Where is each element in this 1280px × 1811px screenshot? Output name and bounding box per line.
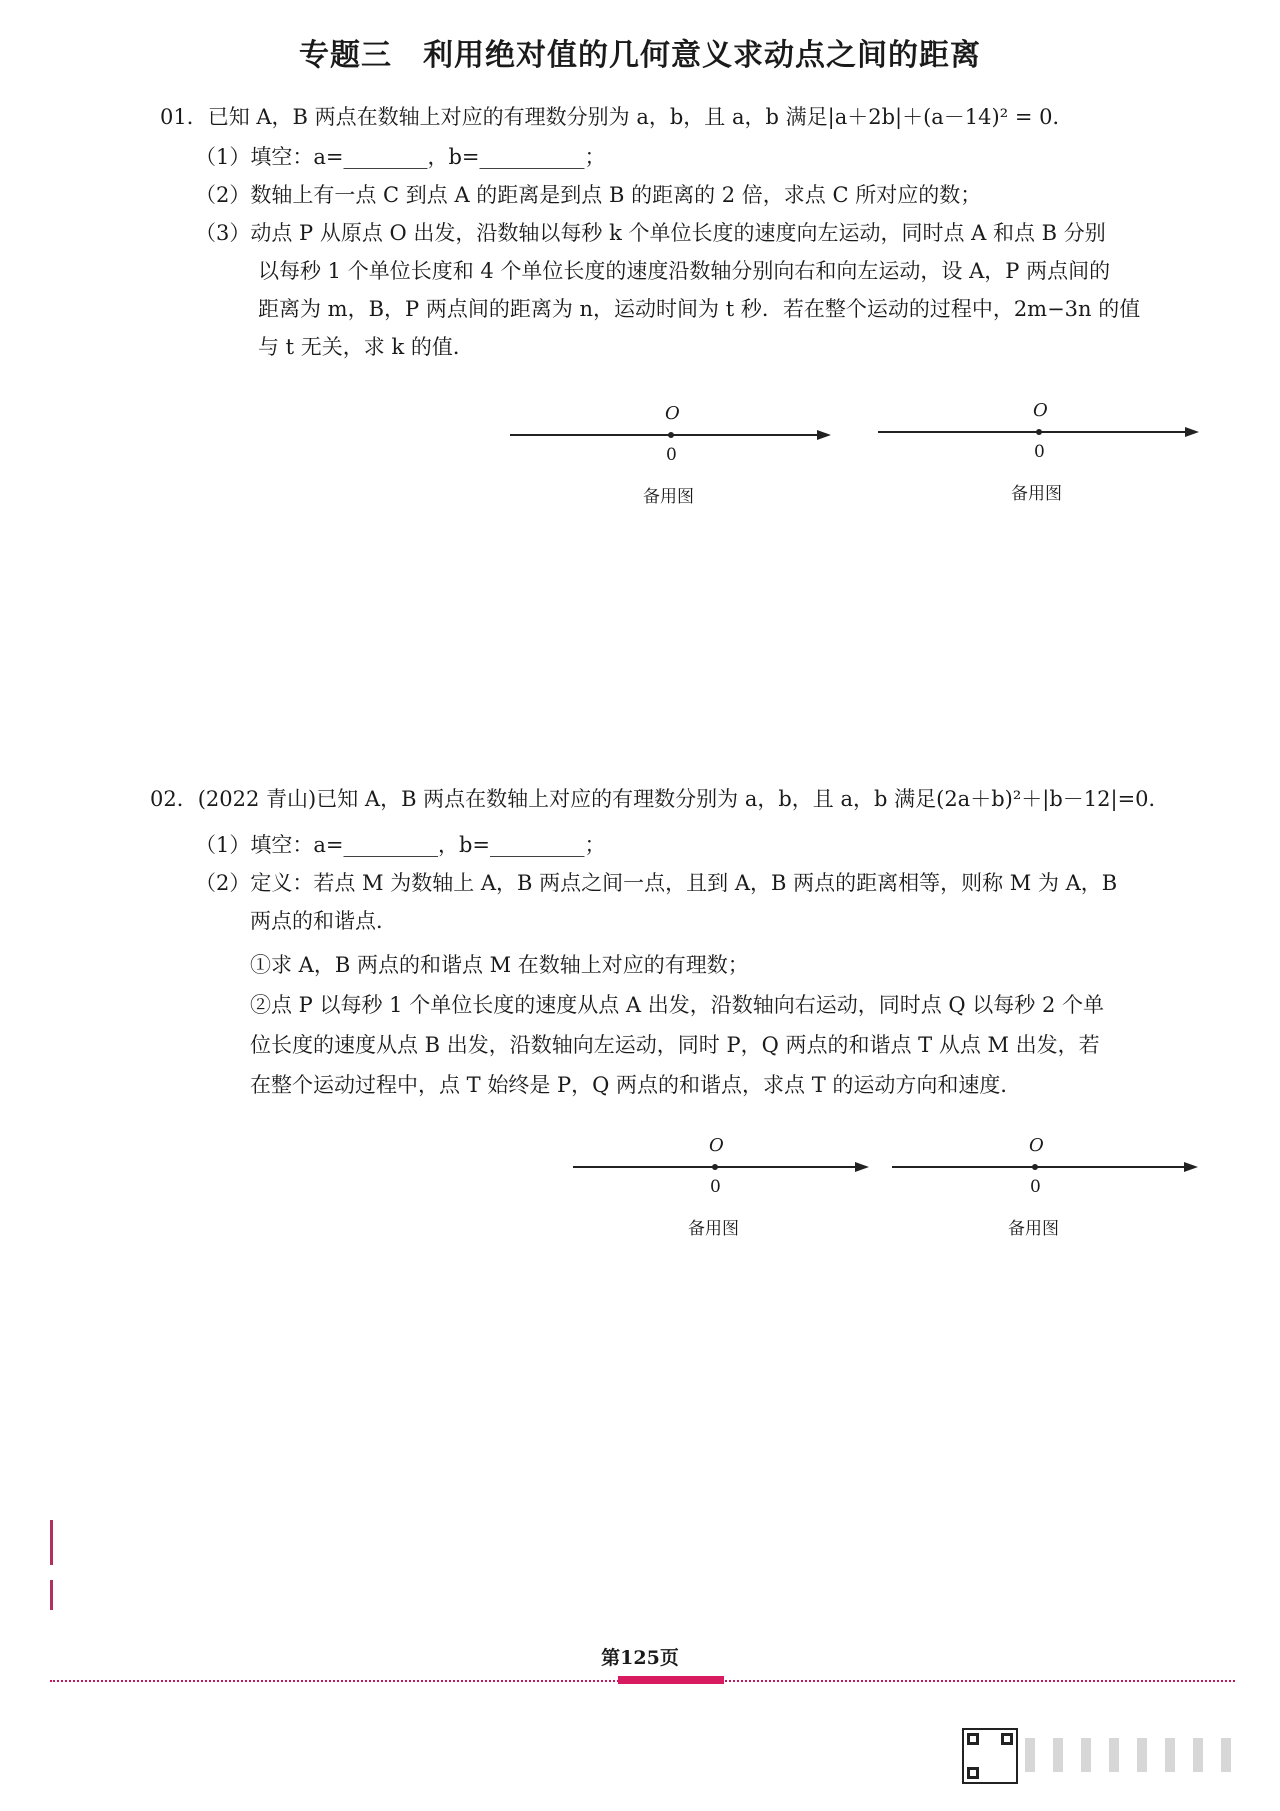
q2-sub2-line2: 位长度的速度从点 B 出发，沿数轴向左运动，同时 P，Q 两点的和谐点 T 从点 M 出发，若 bbox=[250, 1033, 1100, 1057]
q1-axis1-zero: 0 bbox=[666, 445, 677, 465]
q2-number-line-1 bbox=[568, 1157, 873, 1177]
q1-axis2-origin-label: O bbox=[1033, 400, 1048, 421]
q1-axis2-zero: 0 bbox=[1034, 442, 1045, 462]
q1-stem: 01．已知 A，B 两点在数轴上对应的有理数分别为 a，b，且 a，b 满足|a＋2b|＋(a－14)² = 0． bbox=[160, 105, 1074, 129]
q2-axis1-caption: 备用图 bbox=[688, 1219, 739, 1239]
page-title: 专题三 利用绝对值的几何意义求动点之间的距离 bbox=[299, 38, 981, 73]
q2-axis1-zero: 0 bbox=[710, 1177, 721, 1197]
q1-axis1-caption: 备用图 bbox=[643, 487, 694, 507]
q2-sub1: ①求 A，B 两点的和谐点 M 在数轴上对应的有理数； bbox=[250, 953, 749, 977]
q1-number-line-1 bbox=[505, 425, 835, 445]
q1-part3-line1: （3）动点 P 从原点 O 出发，沿数轴以每秒 k 个单位长度的速度向左运动，同时点 A 和点 B 分别 bbox=[195, 221, 1106, 245]
q2-sub2-line3: 在整个运动过程中，点 T 始终是 P，Q 两点的和谐点，求点 T 的运动方向和速度． bbox=[250, 1073, 1022, 1097]
q1-part3-line2: 以每秒 1 个单位长度和 4 个单位长度的速度沿数轴分别向右和向左运动，设 A，P 两点间的 bbox=[258, 259, 1111, 283]
q2-part1: （1）填空：a=_________，b=_________； bbox=[195, 833, 606, 857]
q2-axis2-caption: 备用图 bbox=[1008, 1219, 1059, 1239]
page-number: 第125页 bbox=[601, 1647, 679, 1669]
margin-mark bbox=[50, 1520, 53, 1565]
q2-sub2-line1: ②点 P 以每秒 1 个单位长度的速度从点 A 出发，沿数轴向右运动，同时点 Q 以每秒 2 个单 bbox=[250, 993, 1104, 1017]
margin-mark bbox=[50, 1580, 53, 1610]
q2-axis2-origin-label: O bbox=[1029, 1135, 1044, 1156]
q1-number-line-2 bbox=[873, 422, 1203, 442]
q2-part2-line1: （2）定义：若点 M 为数轴上 A，B 两点之间一点，且到 A，B 两点的距离相等，则称 M 为 A，B bbox=[195, 871, 1118, 895]
q1-part3-line4: 与 t 无关，求 k 的值． bbox=[258, 335, 474, 359]
q2-stem: 02．(2022 青山)已知 A，B 两点在数轴上对应的有理数分别为 a，b，且 a，b 满足(2a＋b)²＋|b－12|=0． bbox=[150, 787, 1170, 811]
q2-part2-line2: 两点的和谐点． bbox=[250, 909, 397, 933]
footer-accent-bar bbox=[618, 1676, 724, 1684]
q1-axis1-origin-label: O bbox=[665, 403, 680, 424]
q1-part1: （1）填空：a=________，b=__________； bbox=[195, 145, 606, 169]
watermark-stripes bbox=[1025, 1738, 1255, 1772]
q1-part2: （2）数轴上有一点 C 到点 A 的距离是到点 B 的距离的 2 倍，求点 C 所对应的数； bbox=[195, 183, 982, 207]
qr-code-icon bbox=[962, 1728, 1018, 1784]
q1-axis2-caption: 备用图 bbox=[1011, 484, 1062, 504]
q2-axis1-origin-label: O bbox=[709, 1135, 724, 1156]
q1-part3-line3: 距离为 m，B，P 两点间的距离为 n，运动时间为 t 秒．若在整个运动的过程中，2m−3n 的值 bbox=[258, 297, 1141, 321]
q2-number-line-2 bbox=[887, 1157, 1202, 1177]
q2-axis2-zero: 0 bbox=[1030, 1177, 1041, 1197]
